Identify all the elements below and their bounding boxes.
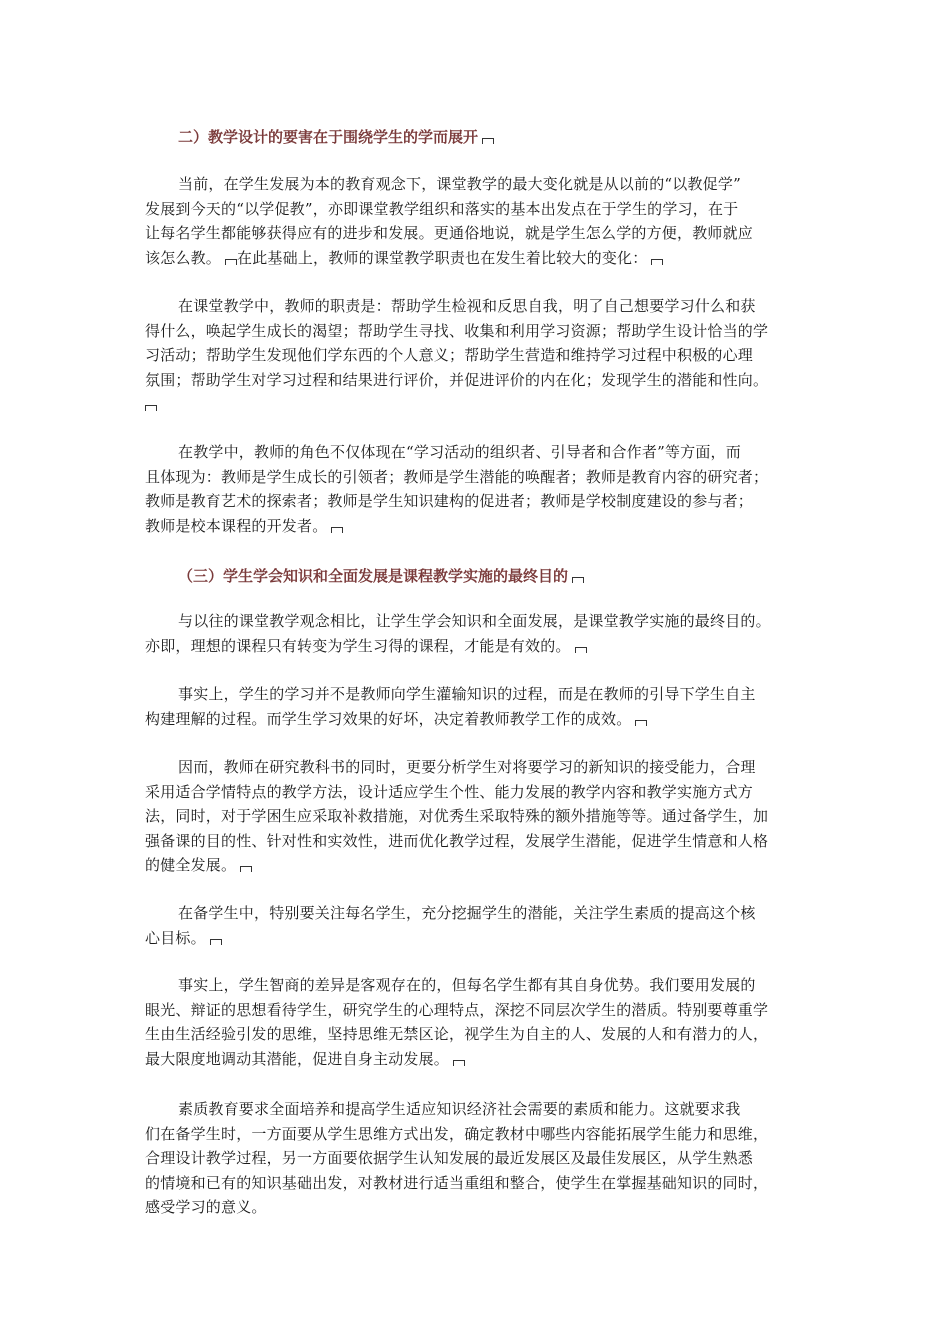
paragraph-line: 们在备学生时，一方面要从学生思维方式出发，确定教材中哪些内容能拓展学生能力和思维， [145,1124,769,1143]
section-heading-2 [178,125,494,149]
paragraph-line-text: 当前，在学生发展为本的教育观念下，课堂教学的最大变化就是从以前的“以教促学” [178,175,741,193]
paragraph-line-text: 因而，教师在研究教科书的同时，更要分析学生对将要学习的新知识的接受能力，合理 [178,758,756,776]
paragraph-line [145,755,815,780]
paragraph-line [145,172,815,197]
paragraph-2 [145,294,815,417]
paragraph-4 [145,609,815,658]
paragraph-mark-icon [331,527,343,533]
paragraph-line-text: 在课堂教学中，教师的职责是：帮助学生检视和反思自我，明了自己想要学习什么和获 [178,297,756,315]
paragraph-mark-icon [635,720,647,726]
paragraph-line [145,1097,815,1122]
paragraph-line: 发展到今天的“以学促教”，亦即课堂教学组织和落实的基本出发点在于学生的学习，在于 [145,199,739,218]
paragraph-line [145,682,815,707]
paragraph-line: 的情境和已有的知识基础出发，对教材进行适当重组和整合，使学生在掌握基础知识的同时， [145,1173,769,1192]
paragraph-line [145,901,815,926]
paragraph-line [145,853,815,878]
paragraph-line [145,514,815,539]
paragraph-line [145,609,815,634]
paragraph-5 [145,682,815,731]
paragraph-line [145,392,815,417]
paragraph-line: 强备课的目的性、针对性和实效性，进而优化教学过程，发展学生潜能，促进学生情意和人格 [145,831,769,850]
paragraph-line: 眼光、辩证的思想看待学生，研究学生的心理特点，深挖不同层次学生的潜质。特别要尊重学 [145,1000,769,1019]
paragraph-mark-icon [575,647,587,653]
paragraph-line-text: 在教学中，教师的角色不仅体现在“学习活动的组织者、引导者和合作者”等方面，而 [178,443,741,461]
paragraph-7 [145,901,815,950]
paragraph-line-text: 与以往的课堂教学观念相比，让学生学会知识和全面发展，是课堂教学实施的最终目的。 [178,612,771,630]
section-heading-3-text: （三）学生学会知识和全面发展是课程教学实施的最终目的 [178,567,569,585]
paragraph-line-text: 在此基础上，教师的课堂教学职责也在发生着比较大的变化： [237,248,648,267]
paragraph-line: 采用适合学情特点的教学方法，设计适应学生个性、能力发展的教学内容和教学实施方式方 [145,782,754,801]
paragraph-mark-icon [482,138,494,144]
paragraph-line: 法，同时，对于学困生应采取补救措施，对优秀生采取特殊的额外措施等等。通过备学生，加 [145,807,769,825]
paragraph-line: 合理设计教学过程，另一方面要依据学生认知发展的最近发展区及最佳发展区，从学生熟悉 [145,1149,754,1167]
paragraph-line: 习活动；帮助学生发现他们学东西的个人意义；帮助学生营造和维持学习过程中积极的心理 [145,346,754,364]
paragraph-line [145,246,815,271]
section-heading-3 [178,564,584,588]
paragraph-mark-icon [651,259,663,265]
paragraph-9 [145,1097,815,1220]
paragraph-8 [145,973,815,1071]
paragraph-mark-icon [145,405,157,411]
paragraph-line-text: 素质教育要求全面培养和提高学生适应知识经济社会需要的素质和能力。这就要求我 [178,1100,741,1118]
paragraph-line-text: 最大限度地调动其潜能，促进自身主动发展。 [145,1049,450,1068]
paragraph-line-text: 该怎么教。 [145,248,222,267]
section-heading-2-text: 二）教学设计的要害在于围绕学生的学而展开 [178,128,479,146]
paragraph-6 [145,755,815,878]
paragraph-line-text: 构建理解的过程。而学生学习效果的好坏，决定着教师教学工作的成效。 [145,709,632,728]
paragraph-mark-icon [225,259,237,265]
paragraph-line-text: 事实上，学生的学习并不是教师向学生灌输知识的过程，而是在教师的引导下学生自主 [178,685,756,703]
paragraph-line-text: 在备学生中，特别要关注每名学生，充分挖掘学生的潜能，关注学生素质的提高这个核 [178,904,756,922]
paragraph-line-text: 事实上，学生智商的差异是客观存在的，但每名学生都有其自身优势。我们要用发展的 [178,976,756,994]
paragraph-line [145,707,815,732]
paragraph-line [145,634,815,659]
paragraph-line-text: 心目标。 [145,928,206,947]
paragraph-mark-icon [240,866,252,872]
paragraph-line-text: 亦即，理想的课程只有转变为学生习得的课程，才能是有效的。 [145,636,571,655]
paragraph-line [145,440,815,465]
paragraph-line [145,926,815,951]
paragraph-line-text: 的健全发展。 [145,856,237,874]
paragraph-mark-icon [453,1060,465,1066]
paragraph-line [145,1047,815,1072]
paragraph-1 [145,172,815,270]
paragraph-line: 且体现为：教师是学生成长的引领者；教师是学生潜能的唤醒者；教师是教育内容的研究者； [145,467,769,486]
paragraph-mark-icon [572,577,584,583]
paragraph-line [145,973,815,998]
paragraph-3 [145,440,815,538]
paragraph-line: 生由生活经验引发的思维，坚持思维无禁区论，视学生为自主的人、发展的人和有潜力的人， [145,1025,769,1043]
paragraph-line: 得什么，唤起学生成长的渴望；帮助学生寻找、收集和利用学习资源；帮助学生设计恰当的学 [145,321,769,340]
paragraph-line [145,294,815,319]
paragraph-line: 氛围；帮助学生对学习过程和结果进行评价，并促进评价的内在化；发现学生的潜能和性向。 [145,370,769,389]
paragraph-line: 感受学习的意义。 [145,1198,267,1216]
paragraph-mark-icon [210,939,222,945]
paragraph-line: 让每名学生都能够获得应有的进步和发展。更通俗地说，就是学生怎么学的方便，教师就应 [145,224,754,242]
paragraph-line-text: 教师是校本课程的开发者。 [145,516,328,535]
paragraph-line: 教师是教育艺术的探索者；教师是学生知识建构的促进者；教师是学校制度建设的参与者； [145,492,754,510]
